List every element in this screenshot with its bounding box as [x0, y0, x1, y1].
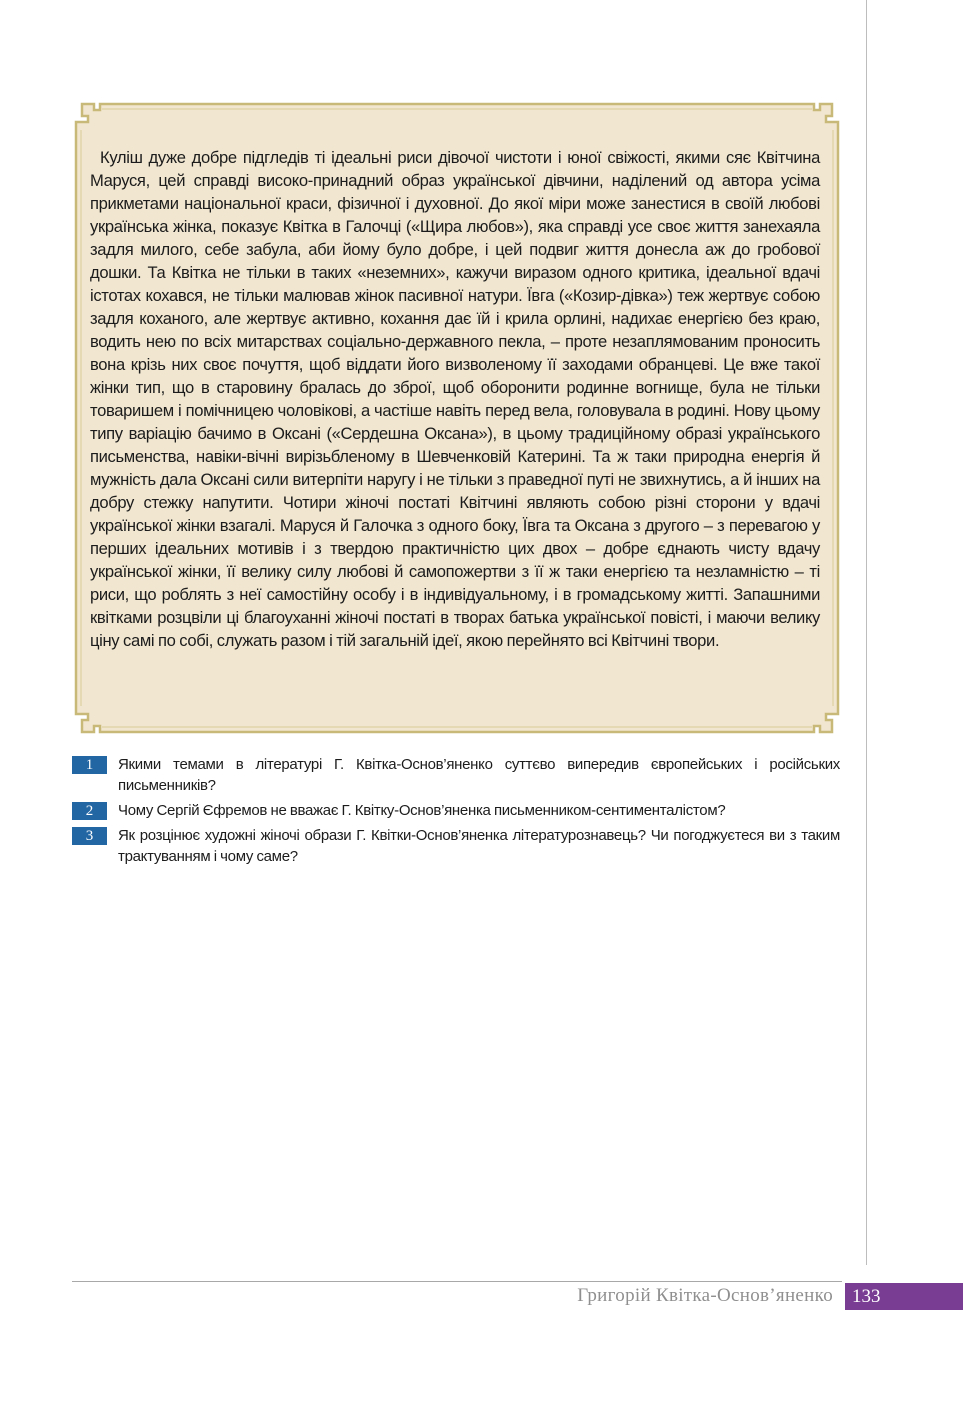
right-margin-rule: [866, 0, 867, 1265]
question-item: [72, 825, 840, 867]
question-item: [72, 800, 840, 821]
footer-rule: [72, 1281, 842, 1282]
question-text: Якими темами в літературі Г. Квітка-Основ’яненко суттєво випередив європейських і російських письменників?: [118, 756, 840, 794]
question-item: [72, 754, 840, 796]
question-text: Як розцінює художні жіночі образи Г. Квітки-Основ’яненка літературознавець? Чи погоджуєтеся ви з таким трактуванням і чому саме?: [118, 827, 840, 865]
quote-paragraph: Куліш дуже добре підгледів ті ідеальні риси дівочої чистоти і юної свіжості, якими сяє Квітчина Маруся, цей справді високо-принадний образ української дівчини, наділений од автора усіма прикметами національної краси, фізичної і духовної. До якої міри може занестися в своїй любові українська жінка, показує Квітка в Галочці («Щира любов»), яка справді усе своє життя занехаяла задля милого, себе забула, аби йому було добре, і цей подвиг життя донесла аж до гробової дошки. Та Квітка не тільки в таких «неземних», кажучи виразом одного критика, ідеальної вдачі істотах кохався, не тільки малював жінок пасивної натури. Ївга («Козир-дівка») теж жертвує собою задля коханого, але жертвує активно, кохання дає їй і крила орлині, надихає енергією без краю, водить нею по всіх митарствах соціально-державного пекла, – проте незаплямованим проносить вона крізь них своє почуття, щоб віддати його визволеному її заходами обранцеві. Це вже такої жінки тип, що в старовину бралась до зброї, щоб оборонити родинне вогнище, була не тільки товаришем і помічницею чоловікові, а частіше навіть перед вела, головувала в родині. Нову цьому типу варіацію бачимо в Оксані («Сердешна Оксана»), в цьому традиційному образі українського письменства, навіки-вічні вирізьбленому в Шевченковій Катерині. Та ж таки природна енергія й мужність дала Оксані сили витерпіти наругу і не тільки з праведної путі не звихнутись, а й інших на добру стежку напутити. Чотири жіночі постаті Квітчині являють собою різні сторони у вдачі української жінки взагалі. Маруся й Галочка з одного боку, Ївга та Оксана з другого – з перевагою у перших ідеальних мотивів і з твердою практичністю цих двох – добре єднають чисту вдачу української жінки, її велику силу любові й самопожертви з її ж таки енергією та незламністю – ті риси, що роблять з неї самостійну особу і в індивідуальному, і в громадському житті. Запашними квітками розцвіли ці благоуханні жіночі постаті в творах батька української повісті, і маючи велику ціну самі по собі, служать разом і тій загальній ідеї, якою перейнято всі Квітчині твори.: [90, 148, 820, 650]
question-text: Чому Сергій Єфремов не вважає Г. Квітку-Основ’яненка письменником-сентименталістом?: [118, 802, 726, 819]
questions-list: [72, 754, 840, 871]
running-footer-author: Григорій Квітка-Основ’яненко: [577, 1285, 833, 1306]
question-number-badge: 2: [72, 802, 107, 820]
page-number: 133: [845, 1283, 963, 1310]
question-number-badge: 3: [72, 827, 107, 845]
quote-frame: [72, 100, 842, 736]
question-number-badge: 1: [72, 756, 107, 774]
